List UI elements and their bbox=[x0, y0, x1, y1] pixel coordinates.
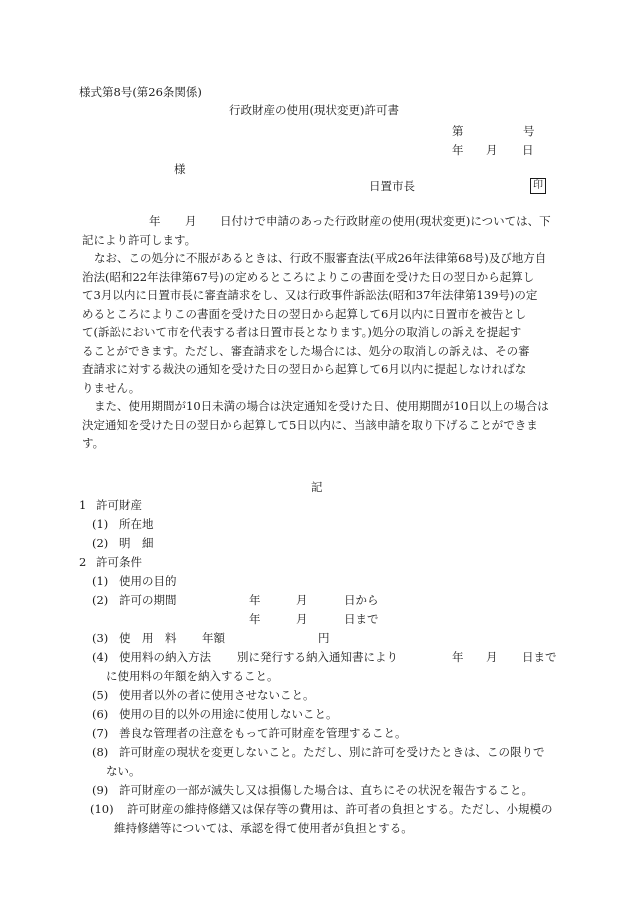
condition-number: (8) bbox=[92, 745, 109, 759]
section-2-number: 2 bbox=[79, 555, 87, 569]
condition-text: 許可財産の現状を変更しないこと。ただし、別に許可を受けたときは、この限りで bbox=[119, 745, 545, 759]
period-from-year: 年 bbox=[249, 593, 261, 607]
period-from-month: 月 bbox=[296, 593, 308, 607]
condition-number: (3) bbox=[92, 631, 109, 645]
first-line-month: 月 bbox=[185, 214, 197, 228]
condition-number: (10) bbox=[90, 802, 114, 816]
payment-until: 日まで bbox=[522, 650, 557, 664]
condition-text: 許可財産の一部が滅失し又は損傷した場合は、直ちにその状況を報告すること。 bbox=[119, 783, 533, 797]
section-1-title: 許可財産 bbox=[96, 498, 142, 512]
payment-method-label: 使用料の納入方法 bbox=[119, 650, 211, 664]
period-to-day: 日まで bbox=[344, 612, 379, 626]
withdrawal-line: 決定通知を受けた日の翌日から起算して5日以内に、当該申請を取り下げることができま bbox=[82, 417, 538, 432]
objection-line: て(訴訟において市を代表する者は日置市長となります。)処分の取消しの訴えを提起す bbox=[82, 325, 522, 339]
objection-line: めるところによりこの書面を受けた日の翌日から起算して6月以内に日置市を被告とし bbox=[82, 306, 527, 321]
fee-label: 使 用 料 bbox=[119, 631, 177, 645]
date-month: 月 bbox=[486, 143, 498, 157]
details-label: 明 細 bbox=[119, 536, 154, 550]
payment-continuation: に使用料の年額を納入すること。 bbox=[106, 669, 279, 683]
section-1-number: 1 bbox=[79, 498, 87, 512]
condition-number: (1) bbox=[92, 574, 109, 588]
objection-line: 査請求に対する裁決の通知を受けた日の翌日から起算して6月以内に提起しなければな bbox=[82, 362, 527, 376]
objection-line: 治法(昭和22年法律第67号)の定めるところによりこの書面を受けた日の翌日から起算し bbox=[82, 269, 535, 284]
payment-method-text: 別に発行する納入通知書により bbox=[237, 650, 398, 664]
withdrawal-line: また、使用期間が10日未満の場合は決定通知を受けた日、使用期間が10日以上の場合は bbox=[94, 399, 549, 413]
objection-line: なお、この処分に不服があるときは、行政不服審査法(平成26年法律第68号)及び地方自 bbox=[94, 251, 547, 265]
condition-text: 許可財産の維持修繕又は保存等の費用は、許可者の負担とする。ただし、小規模の bbox=[127, 802, 553, 816]
fee-yen: 円 bbox=[318, 631, 330, 645]
item-number: (1) bbox=[92, 517, 109, 531]
permission-line: 記により許可します。 bbox=[82, 233, 197, 247]
condition-text: 使用の目的以外の用途に使用しないこと。 bbox=[119, 707, 338, 721]
payment-year: 年 bbox=[452, 650, 464, 664]
addressee-suffix: 様 bbox=[174, 162, 186, 176]
condition-continuation: 維持修繕等については、承認を得て使用者が負担とする。 bbox=[114, 821, 413, 835]
first-line-year: 年 bbox=[149, 214, 161, 228]
section-2-title: 許可条件 bbox=[96, 555, 142, 569]
condition-text: 使用者以外の者に使用させないこと。 bbox=[119, 688, 315, 702]
condition-text: 善良な管理者の注意をもって許可財産を管理すること。 bbox=[119, 726, 407, 740]
period-from-day: 日から bbox=[344, 593, 379, 607]
document-title: 行政財産の使用(現状変更)許可書 bbox=[229, 103, 399, 117]
form-label: 様式第8号(第26条関係) bbox=[79, 85, 202, 99]
objection-line: りません。 bbox=[82, 380, 141, 395]
period-to-year: 年 bbox=[249, 612, 261, 626]
period-label: 許可の期間 bbox=[119, 593, 177, 607]
condition-number: (5) bbox=[92, 688, 109, 702]
date-day: 日 bbox=[522, 143, 534, 157]
condition-number: (2) bbox=[92, 593, 109, 607]
period-to-month: 月 bbox=[296, 612, 308, 626]
objection-line: て3月以内に日置市長に審査請求をし、又は行政事件訴訟法(昭和37年法律第139号)の定 bbox=[82, 288, 538, 302]
condition-number: (9) bbox=[92, 783, 109, 797]
item-number: (2) bbox=[92, 536, 109, 550]
permission-statement bbox=[82, 231, 552, 250]
withdrawal-paragraph bbox=[82, 397, 552, 453]
purpose-label: 使用の目的 bbox=[119, 574, 177, 588]
condition-number: (6) bbox=[92, 707, 109, 721]
issuer: 日置市長 bbox=[369, 179, 415, 193]
first-line-text: 日付けで申請のあった行政財産の使用(現状変更)については、下 bbox=[220, 214, 551, 228]
objection-paragraph bbox=[82, 249, 552, 397]
condition-continuation: ない。 bbox=[106, 764, 141, 778]
number-prefix: 第 bbox=[452, 124, 464, 138]
date-year: 年 bbox=[452, 143, 464, 157]
condition-number: (7) bbox=[92, 726, 109, 740]
fee-annual-label: 年額 bbox=[202, 631, 225, 645]
location-label: 所在地 bbox=[119, 517, 154, 531]
withdrawal-line: す。 bbox=[82, 436, 105, 450]
objection-line: ることができます。ただし、審査請求をした場合には、処分の取消しの訴えは、その審 bbox=[82, 343, 530, 358]
ki-heading: 記 bbox=[311, 480, 323, 494]
number-suffix: 号 bbox=[523, 124, 535, 138]
seal-mark: 印 bbox=[530, 178, 546, 194]
condition-number: (4) bbox=[92, 650, 109, 664]
payment-month: 月 bbox=[486, 650, 498, 664]
